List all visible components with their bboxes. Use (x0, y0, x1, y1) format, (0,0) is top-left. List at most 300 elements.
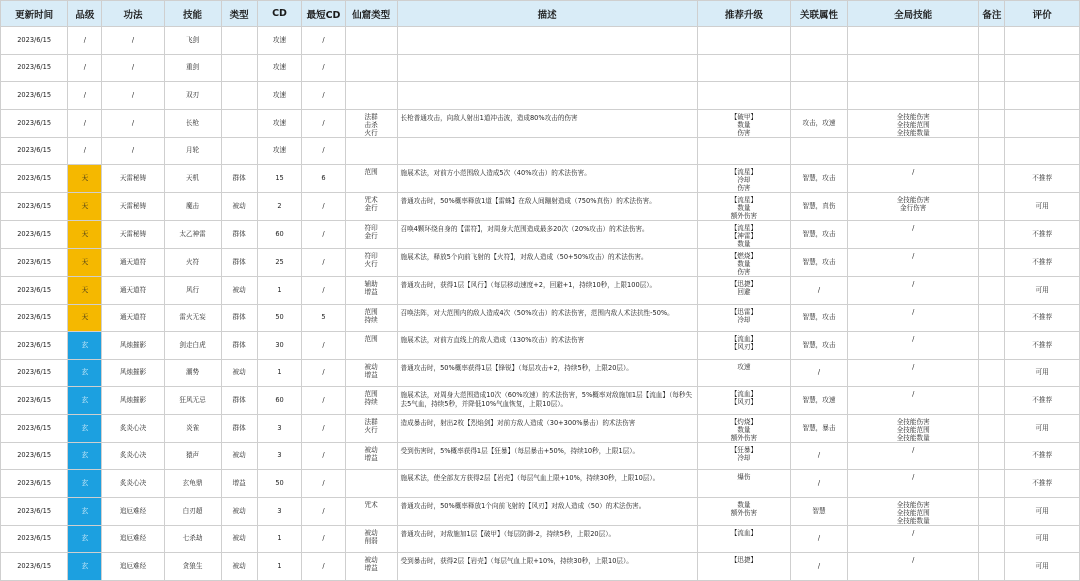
method-cell[interactable]: 追厄难经 (102, 525, 164, 553)
attribute-cell[interactable]: / (791, 442, 848, 470)
note-cell[interactable] (979, 553, 1005, 581)
attribute-cell[interactable]: 智慧 (791, 497, 848, 525)
cave-type-cell[interactable] (345, 442, 397, 470)
date-cell[interactable]: 2023/6/15 (1, 27, 68, 55)
upgrade-cell[interactable] (697, 277, 790, 305)
date-cell[interactable]: 2023/6/15 (1, 442, 68, 470)
rating-cell[interactable]: 可用 (1005, 553, 1080, 581)
upgrade-cell[interactable] (697, 332, 790, 360)
method-cell[interactable]: / (102, 82, 164, 110)
global-skill-cell[interactable] (847, 332, 979, 360)
min-cd-cell[interactable]: / (302, 470, 345, 498)
attribute-cell[interactable] (791, 54, 848, 82)
global-skill-cell[interactable] (847, 525, 979, 553)
global-skill-cell[interactable] (847, 54, 979, 82)
table-row[interactable] (1, 82, 1080, 110)
global-skill-cell[interactable] (847, 442, 979, 470)
cd-cell[interactable]: 攻速 (257, 54, 302, 82)
column-header[interactable]: 评价 (1005, 1, 1080, 27)
method-cell[interactable]: 追厄难经 (102, 497, 164, 525)
column-header[interactable]: 推荐升级 (697, 1, 790, 27)
type-cell[interactable]: 被动 (221, 277, 257, 305)
cave-type-cell[interactable] (345, 221, 397, 249)
grade-cell[interactable]: / (68, 137, 102, 165)
cave-type-cell[interactable] (345, 359, 397, 387)
global-skill-cell[interactable] (847, 165, 979, 193)
column-header[interactable]: 全局技能 (847, 1, 979, 27)
description-cell[interactable]: 施展术法，对周身大范围造成10次（60%攻速）的术法伤害，5%概率对敌施加1层【流血】（每秒失去5气血，持续5秒，并降低10%气血恢复，上限10层）。 (397, 387, 697, 415)
grade-cell[interactable]: 天 (68, 221, 102, 249)
cd-cell[interactable]: 15 (257, 165, 302, 193)
upgrade-cell[interactable] (697, 193, 790, 221)
cave-type-cell[interactable] (345, 332, 397, 360)
upgrade-cell[interactable] (697, 359, 790, 387)
type-cell[interactable]: 被动 (221, 525, 257, 553)
cave-type-cell[interactable] (345, 553, 397, 581)
skill-cell[interactable]: 长枪 (164, 109, 221, 137)
method-cell[interactable]: 天雷秘铸 (102, 165, 164, 193)
column-header[interactable]: 品级 (68, 1, 102, 27)
upgrade-cell[interactable] (697, 54, 790, 82)
type-cell[interactable] (221, 54, 257, 82)
method-cell[interactable]: 天雷秘铸 (102, 193, 164, 221)
description-cell[interactable]: 受到伤害时，5%概率获得1层【狂暴】（每层暴击+50%，持续10秒，上限1层）。 (397, 442, 697, 470)
type-cell[interactable]: 群体 (221, 165, 257, 193)
description-cell[interactable]: 普通攻击时，获得1层【风行】（每层移动速度+2，回避+1，持续10秒，上限100层）。 (397, 277, 697, 305)
min-cd-cell[interactable]: / (302, 109, 345, 137)
description-cell[interactable] (397, 137, 697, 165)
column-header[interactable]: 更新时间 (1, 1, 68, 27)
upgrade-cell[interactable] (697, 165, 790, 193)
skill-cell[interactable]: 重剑 (164, 54, 221, 82)
rating-cell[interactable]: 不推荐 (1005, 332, 1080, 360)
description-cell[interactable]: 受到暴击时，获得2层【岩壳】（每层气血上限+10%，持续30秒，上限10层）。 (397, 553, 697, 581)
upgrade-cell[interactable] (697, 442, 790, 470)
date-cell[interactable]: 2023/6/15 (1, 525, 68, 553)
attribute-cell[interactable]: 智慧，攻击 (791, 332, 848, 360)
attribute-cell[interactable]: 攻击，攻速 (791, 109, 848, 137)
description-cell[interactable]: 召唤4颗环绕自身的【雷符】，对周身大范围造成最多20次（20%攻击）的术法伤害。 (397, 221, 697, 249)
note-cell[interactable] (979, 137, 1005, 165)
cave-type-cell[interactable] (345, 27, 397, 55)
type-cell[interactable]: 群体 (221, 387, 257, 415)
date-cell[interactable]: 2023/6/15 (1, 359, 68, 387)
grade-cell[interactable]: / (68, 109, 102, 137)
min-cd-cell[interactable]: / (302, 387, 345, 415)
note-cell[interactable] (979, 221, 1005, 249)
cd-cell[interactable]: 1 (257, 277, 302, 305)
global-skill-cell[interactable] (847, 109, 979, 137)
global-skill-cell[interactable] (847, 497, 979, 525)
cd-cell[interactable]: 60 (257, 221, 302, 249)
method-cell[interactable]: / (102, 109, 164, 137)
global-skill-cell[interactable] (847, 249, 979, 277)
cd-cell[interactable]: 1 (257, 359, 302, 387)
global-skill-cell[interactable] (847, 27, 979, 55)
rating-cell[interactable]: 不推荐 (1005, 470, 1080, 498)
min-cd-cell[interactable]: / (302, 359, 345, 387)
grade-cell[interactable]: 玄 (68, 359, 102, 387)
cave-type-cell[interactable] (345, 277, 397, 305)
cave-type-cell[interactable] (345, 304, 397, 332)
grade-cell[interactable]: 玄 (68, 553, 102, 581)
grade-cell[interactable]: 天 (68, 304, 102, 332)
cave-type-cell[interactable] (345, 165, 397, 193)
skill-cell[interactable]: 贪狼生 (164, 553, 221, 581)
rating-cell[interactable]: 可用 (1005, 193, 1080, 221)
note-cell[interactable] (979, 193, 1005, 221)
cave-type-cell[interactable] (345, 249, 397, 277)
upgrade-cell[interactable] (697, 497, 790, 525)
column-header[interactable]: 技能 (164, 1, 221, 27)
method-cell[interactable]: / (102, 54, 164, 82)
attribute-cell[interactable]: / (791, 553, 848, 581)
skill-cell[interactable]: 天机 (164, 165, 221, 193)
note-cell[interactable] (979, 109, 1005, 137)
upgrade-cell[interactable] (697, 109, 790, 137)
date-cell[interactable]: 2023/6/15 (1, 193, 68, 221)
note-cell[interactable] (979, 387, 1005, 415)
grade-cell[interactable]: 玄 (68, 387, 102, 415)
skill-cell[interactable]: 火符 (164, 249, 221, 277)
cd-cell[interactable]: 3 (257, 497, 302, 525)
skill-cell[interactable]: 飞剑 (164, 27, 221, 55)
skill-cell[interactable]: 雷火无妄 (164, 304, 221, 332)
skill-cell[interactable]: 魔击 (164, 193, 221, 221)
cave-type-cell[interactable] (345, 497, 397, 525)
global-skill-cell[interactable] (847, 387, 979, 415)
min-cd-cell[interactable]: / (302, 332, 345, 360)
attribute-cell[interactable]: 智慧，攻击 (791, 249, 848, 277)
min-cd-cell[interactable]: / (302, 414, 345, 442)
upgrade-cell[interactable] (697, 27, 790, 55)
cd-cell[interactable]: 60 (257, 387, 302, 415)
note-cell[interactable] (979, 54, 1005, 82)
grade-cell[interactable]: 玄 (68, 414, 102, 442)
type-cell[interactable]: 被动 (221, 359, 257, 387)
grade-cell[interactable]: / (68, 82, 102, 110)
note-cell[interactable] (979, 82, 1005, 110)
column-header[interactable]: 功法 (102, 1, 164, 27)
note-cell[interactable] (979, 525, 1005, 553)
attribute-cell[interactable] (791, 27, 848, 55)
description-cell[interactable] (397, 27, 697, 55)
rating-cell[interactable]: 可用 (1005, 359, 1080, 387)
date-cell[interactable]: 2023/6/15 (1, 137, 68, 165)
grade-cell[interactable]: 玄 (68, 470, 102, 498)
table-row[interactable] (1, 109, 1080, 137)
min-cd-cell[interactable]: 5 (302, 304, 345, 332)
rating-cell[interactable] (1005, 109, 1080, 137)
global-skill-cell[interactable] (847, 221, 979, 249)
cave-type-cell[interactable] (345, 387, 397, 415)
attribute-cell[interactable] (791, 137, 848, 165)
table-row[interactable] (1, 249, 1080, 277)
date-cell[interactable]: 2023/6/15 (1, 82, 68, 110)
table-row[interactable] (1, 525, 1080, 553)
table-row[interactable] (1, 137, 1080, 165)
column-header[interactable]: 关联属性 (791, 1, 848, 27)
cd-cell[interactable]: 3 (257, 442, 302, 470)
description-cell[interactable] (397, 54, 697, 82)
skill-cell[interactable]: 猿声 (164, 442, 221, 470)
table-row[interactable] (1, 387, 1080, 415)
rating-cell[interactable]: 可用 (1005, 497, 1080, 525)
type-cell[interactable]: 群体 (221, 414, 257, 442)
attribute-cell[interactable]: 智慧，真伤 (791, 193, 848, 221)
table-row[interactable] (1, 304, 1080, 332)
rating-cell[interactable]: 不推荐 (1005, 165, 1080, 193)
column-header[interactable]: 最短CD (302, 1, 345, 27)
type-cell[interactable]: 群体 (221, 249, 257, 277)
global-skill-cell[interactable] (847, 82, 979, 110)
type-cell[interactable]: 增益 (221, 470, 257, 498)
date-cell[interactable]: 2023/6/15 (1, 304, 68, 332)
skill-cell[interactable]: 剑走白虎 (164, 332, 221, 360)
grade-cell[interactable]: / (68, 54, 102, 82)
global-skill-cell[interactable] (847, 470, 979, 498)
column-header[interactable]: 描述 (397, 1, 697, 27)
date-cell[interactable]: 2023/6/15 (1, 109, 68, 137)
skill-cell[interactable]: 月轮 (164, 137, 221, 165)
rating-cell[interactable] (1005, 137, 1080, 165)
grade-cell[interactable]: 玄 (68, 525, 102, 553)
min-cd-cell[interactable]: / (302, 82, 345, 110)
description-cell[interactable]: 施展术法，对前方直线上的敌人造成（130%攻击）的术法伤害 (397, 332, 697, 360)
note-cell[interactable] (979, 414, 1005, 442)
type-cell[interactable]: 被动 (221, 553, 257, 581)
date-cell[interactable]: 2023/6/15 (1, 249, 68, 277)
skill-cell[interactable]: 潮势 (164, 359, 221, 387)
min-cd-cell[interactable]: / (302, 525, 345, 553)
note-cell[interactable] (979, 359, 1005, 387)
grade-cell[interactable]: 天 (68, 165, 102, 193)
upgrade-cell[interactable] (697, 387, 790, 415)
note-cell[interactable] (979, 332, 1005, 360)
rating-cell[interactable]: 不推荐 (1005, 304, 1080, 332)
global-skill-cell[interactable] (847, 277, 979, 305)
note-cell[interactable] (979, 249, 1005, 277)
type-cell[interactable] (221, 137, 257, 165)
cave-type-cell[interactable] (345, 193, 397, 221)
date-cell[interactable]: 2023/6/15 (1, 54, 68, 82)
table-row[interactable] (1, 193, 1080, 221)
table-row[interactable] (1, 553, 1080, 581)
upgrade-cell[interactable] (697, 304, 790, 332)
description-cell[interactable]: 施展术法，使全部友方获得2层【岩壳】（每层气血上限+10%，持续30秒，上限10层）。 (397, 470, 697, 498)
type-cell[interactable]: 群体 (221, 304, 257, 332)
date-cell[interactable]: 2023/6/15 (1, 470, 68, 498)
method-cell[interactable]: / (102, 27, 164, 55)
table-row[interactable] (1, 165, 1080, 193)
type-cell[interactable]: 被动 (221, 442, 257, 470)
type-cell[interactable]: 被动 (221, 497, 257, 525)
cd-cell[interactable]: 1 (257, 553, 302, 581)
method-cell[interactable]: 炙炎心决 (102, 470, 164, 498)
type-cell[interactable]: 群体 (221, 221, 257, 249)
table-row[interactable] (1, 221, 1080, 249)
global-skill-cell[interactable] (847, 193, 979, 221)
grade-cell[interactable]: 玄 (68, 497, 102, 525)
date-cell[interactable]: 2023/6/15 (1, 387, 68, 415)
rating-cell[interactable]: 不推荐 (1005, 442, 1080, 470)
global-skill-cell[interactable] (847, 137, 979, 165)
min-cd-cell[interactable]: / (302, 27, 345, 55)
upgrade-cell[interactable] (697, 414, 790, 442)
upgrade-cell[interactable] (697, 249, 790, 277)
note-cell[interactable] (979, 27, 1005, 55)
min-cd-cell[interactable]: / (302, 497, 345, 525)
table-row[interactable] (1, 277, 1080, 305)
cd-cell[interactable]: 2 (257, 193, 302, 221)
note-cell[interactable] (979, 304, 1005, 332)
skill-cell[interactable]: 玄龟鼎 (164, 470, 221, 498)
description-cell[interactable]: 施展术法，释放5个向前飞射的【火符】，对敌人造成（50+50%攻击）的术法伤害。 (397, 249, 697, 277)
min-cd-cell[interactable]: / (302, 54, 345, 82)
table-row[interactable] (1, 442, 1080, 470)
date-cell[interactable]: 2023/6/15 (1, 553, 68, 581)
description-cell[interactable]: 施展术法，对前方小范围敌人造成5次（40%攻击）的术法伤害。 (397, 165, 697, 193)
type-cell[interactable] (221, 82, 257, 110)
table-row[interactable] (1, 414, 1080, 442)
rating-cell[interactable] (1005, 54, 1080, 82)
min-cd-cell[interactable]: 6 (302, 165, 345, 193)
rating-cell[interactable]: 可用 (1005, 414, 1080, 442)
rating-cell[interactable] (1005, 27, 1080, 55)
table-row[interactable] (1, 27, 1080, 55)
grade-cell[interactable]: 玄 (68, 442, 102, 470)
global-skill-cell[interactable] (847, 359, 979, 387)
note-cell[interactable] (979, 470, 1005, 498)
cave-type-cell[interactable] (345, 54, 397, 82)
cave-type-cell[interactable] (345, 525, 397, 553)
rating-cell[interactable]: 可用 (1005, 525, 1080, 553)
description-cell[interactable]: 普通攻击时，50%概率释放1道【雷蛛】在敌人间蹦射造成（750%真伤）的术法伤害。 (397, 193, 697, 221)
method-cell[interactable]: 风烛摧影 (102, 332, 164, 360)
date-cell[interactable]: 2023/6/15 (1, 497, 68, 525)
description-cell[interactable]: 普通攻击时，50%概率获得1层【锋锐】（每层攻击+2，持续5秒，上限20层）。 (397, 359, 697, 387)
skill-cell[interactable]: 风行 (164, 277, 221, 305)
cd-cell[interactable]: 攻速 (257, 109, 302, 137)
column-header[interactable]: 类型 (221, 1, 257, 27)
cave-type-cell[interactable] (345, 137, 397, 165)
grade-cell[interactable]: 玄 (68, 332, 102, 360)
method-cell[interactable]: 通天道符 (102, 277, 164, 305)
description-cell[interactable]: 长枪普通攻击，向敌人射出1道冲击波，造成80%攻击的伤害 (397, 109, 697, 137)
skill-cell[interactable]: 炎雀 (164, 414, 221, 442)
table-row[interactable] (1, 359, 1080, 387)
cd-cell[interactable]: 50 (257, 470, 302, 498)
skill-cell[interactable]: 太乙神雷 (164, 221, 221, 249)
rating-cell[interactable] (1005, 82, 1080, 110)
method-cell[interactable]: 通天道符 (102, 249, 164, 277)
method-cell[interactable]: / (102, 137, 164, 165)
attribute-cell[interactable]: 智慧，攻击 (791, 165, 848, 193)
grade-cell[interactable]: 天 (68, 193, 102, 221)
type-cell[interactable] (221, 27, 257, 55)
method-cell[interactable]: 追厄难经 (102, 553, 164, 581)
table-row[interactable] (1, 332, 1080, 360)
description-cell[interactable]: 造成暴击时，射出2枚【烈焰剑】对前方敌人造成（30+300%暴击）的术法伤害 (397, 414, 697, 442)
grade-cell[interactable]: / (68, 27, 102, 55)
grade-cell[interactable]: 天 (68, 249, 102, 277)
attribute-cell[interactable]: 智慧，攻速 (791, 387, 848, 415)
grade-cell[interactable]: 天 (68, 277, 102, 305)
cd-cell[interactable]: 攻速 (257, 137, 302, 165)
note-cell[interactable] (979, 497, 1005, 525)
description-cell[interactable]: 召唤法阵，对大范围内的敌人造成4次（50%攻击）的术法伤害，范围内敌人术法抗性-50%。 (397, 304, 697, 332)
type-cell[interactable]: 群体 (221, 332, 257, 360)
min-cd-cell[interactable]: / (302, 442, 345, 470)
min-cd-cell[interactable]: / (302, 249, 345, 277)
attribute-cell[interactable]: / (791, 359, 848, 387)
upgrade-cell[interactable] (697, 470, 790, 498)
global-skill-cell[interactable] (847, 553, 979, 581)
description-cell[interactable]: 普通攻击时，对敌施加1层【破甲】（每层防御-2，持续5秒，上限20层）。 (397, 525, 697, 553)
upgrade-cell[interactable] (697, 137, 790, 165)
upgrade-cell[interactable] (697, 82, 790, 110)
method-cell[interactable]: 炙炎心决 (102, 414, 164, 442)
rating-cell[interactable]: 不推荐 (1005, 387, 1080, 415)
method-cell[interactable]: 通天道符 (102, 304, 164, 332)
type-cell[interactable] (221, 109, 257, 137)
table-row[interactable] (1, 54, 1080, 82)
cave-type-cell[interactable] (345, 414, 397, 442)
description-cell[interactable] (397, 82, 697, 110)
attribute-cell[interactable]: / (791, 277, 848, 305)
attribute-cell[interactable]: / (791, 525, 848, 553)
upgrade-cell[interactable] (697, 525, 790, 553)
date-cell[interactable]: 2023/6/15 (1, 165, 68, 193)
cave-type-cell[interactable] (345, 470, 397, 498)
cd-cell[interactable]: 攻速 (257, 27, 302, 55)
attribute-cell[interactable]: 智慧，暴击 (791, 414, 848, 442)
cd-cell[interactable]: 25 (257, 249, 302, 277)
cave-type-cell[interactable] (345, 109, 397, 137)
cd-cell[interactable]: 攻速 (257, 82, 302, 110)
method-cell[interactable]: 炙炎心决 (102, 442, 164, 470)
attribute-cell[interactable] (791, 82, 848, 110)
cd-cell[interactable]: 1 (257, 525, 302, 553)
table-row[interactable] (1, 470, 1080, 498)
method-cell[interactable]: 风烛摧影 (102, 387, 164, 415)
min-cd-cell[interactable]: / (302, 193, 345, 221)
table-row[interactable] (1, 497, 1080, 525)
method-cell[interactable]: 风烛摧影 (102, 359, 164, 387)
note-cell[interactable] (979, 165, 1005, 193)
skill-cell[interactable]: 双刃 (164, 82, 221, 110)
cd-cell[interactable]: 30 (257, 332, 302, 360)
cd-cell[interactable]: 50 (257, 304, 302, 332)
rating-cell[interactable]: 可用 (1005, 277, 1080, 305)
cd-cell[interactable]: 3 (257, 414, 302, 442)
cave-type-cell[interactable] (345, 82, 397, 110)
min-cd-cell[interactable]: / (302, 221, 345, 249)
column-header[interactable]: 仙窟类型 (345, 1, 397, 27)
min-cd-cell[interactable]: / (302, 277, 345, 305)
min-cd-cell[interactable]: / (302, 553, 345, 581)
column-header[interactable]: 备注 (979, 1, 1005, 27)
global-skill-cell[interactable] (847, 414, 979, 442)
attribute-cell[interactable]: / (791, 470, 848, 498)
date-cell[interactable]: 2023/6/15 (1, 414, 68, 442)
upgrade-cell[interactable] (697, 553, 790, 581)
attribute-cell[interactable]: 智慧，攻击 (791, 304, 848, 332)
method-cell[interactable]: 天雷秘铸 (102, 221, 164, 249)
description-cell[interactable]: 普通攻击时，50%概率释放1个向前飞射的【风刃】对敌人造成（50）的术法伤害。 (397, 497, 697, 525)
global-skill-cell[interactable] (847, 304, 979, 332)
skill-cell[interactable]: 狂风无忌 (164, 387, 221, 415)
